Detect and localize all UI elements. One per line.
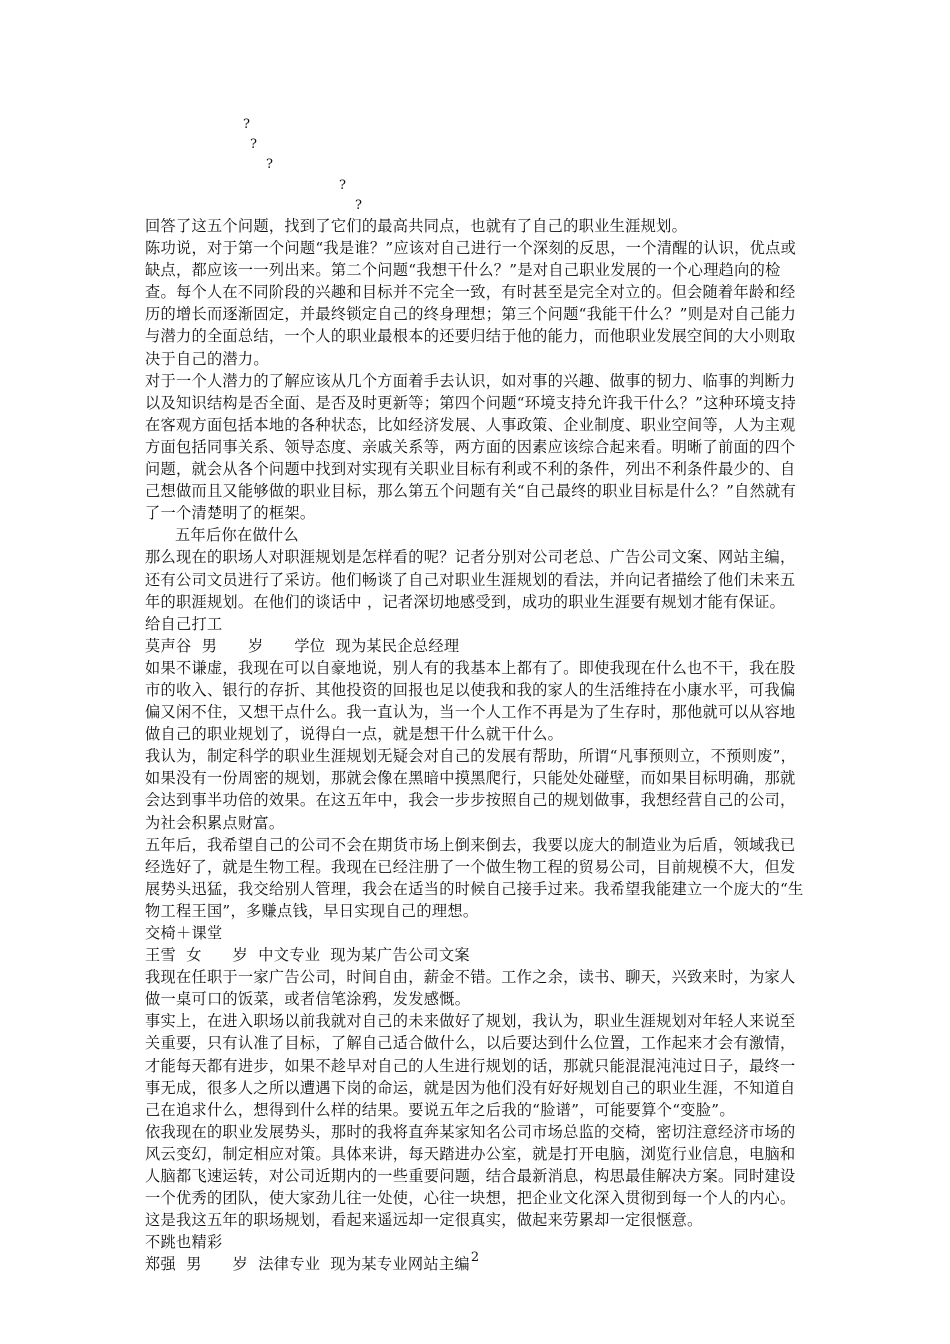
page-number: 2 <box>470 1250 480 1265</box>
article-body <box>145 215 807 1276</box>
paragraph: 对于一个人潜力的了解应该从几个方面着手去认识，如对事的兴趣、做事的韧力、临事的判断力以及知识结构是否全面、是否及时更新等；第四个问题“环境支持允许我干什么？”这种环境支持在客观方面包括本地的各种状态，比如经济发展、人事政策、企业制度、职业空间等，人为主观方面包括同事关系、领导态度、亲戚关系等，两方面的因素应该综合起来看。明晰了前面的四个问题，就会从各个问题中找到对实现有关职业目标有利或不利的条件，列出不利条件最少的、自己想做而且又能够做的职业目标，那么第五个问题有关“自己最终的职业目标是什么？”自然就有了一个清楚明了的框架。 <box>145 371 797 523</box>
section-heading: 不跳也精彩 <box>145 1233 223 1252</box>
paragraph: 回答了这五个问题，找到了它们的最高共同点，也就有了自己的职业生涯规划。 <box>145 217 688 235</box>
section-heading: 交椅＋课堂 <box>145 924 223 942</box>
question-mark-5: ? <box>355 198 362 213</box>
interviewee-info: 郑强 男 岁 法律专业 现为某专业网站主编 <box>145 1255 470 1274</box>
question-mark-1: ? <box>243 117 250 132</box>
paragraph: 陈功说，对于第一个问题“我是谁？”应该对自己进行一个深刻的反思，一个清醒的认识，优点或缺点，都应该一一列出来。第二个问题“我想干什么？”是对自己职业发展的一个心理趋向的检查。每个人在不同阶段的兴趣和目标并不完全一致，有时甚至是完全对立的。但会随着年龄和经历的增长而逐渐固定，并最终锁定自己的终身理想；第三个问题“我能干什么？”则是对自己能力与潜力的全面总结，一个人的职业最根本的还要归结于他的能力，而他职业发展空间的大小则取决于自己的潜力。 <box>145 239 797 368</box>
paragraph: 我认为，制定科学的职业生涯规划无疑会对自己的发展有帮助，所谓“凡事预则立，不预则废”， 如果没有一份周密的规划，那就会像在黑暗中摸黑爬行，只能处处碰壁，而如果目标明确，那就会达到事半功倍的效果。在这五年中，我会一步步按照自己的规划做事，我想经营自己的公司，为社会积累点财富。 <box>145 747 797 832</box>
question-mark-4: ? <box>339 178 346 193</box>
paragraph: 依我现在的职业发展势头，那时的我将直奔某家知名公司市场总监的交椅，密切注意经济市场的风云变幻，制定相应对策。具体来讲，每天踏进办公室，就是打开电脑，浏览行业信息，电脑和人脑都飞速运转，对公司近期内的一些重要问题，结合最新消息，构思最佳解决方案。同时建设一个优秀的团队，使大家劲儿往一处使，心往一块想，把企业文化深入贯彻到每一个人的内心。这是我这五年的职场规划，看起来遥远却一定很真实，做起来劳累却一定很惬意。 <box>145 1122 796 1230</box>
paragraph: 五年后，我希望自己的公司不会在期货市场上倒来倒去，我要以庞大的制造业为后盾，领域我已经选好了，就是生物工程。我现在已经注册了一个做生物工程的贸易公司，目前规模不大，但发展势头迅猛，我交给别人管理，我会在适当的时候自己接手过来。我希望我能建立一个庞大的“生物工程王国”，多赚点钱，早日实现自己的理想。 <box>145 835 804 920</box>
paragraph: 那么现在的职场人对职涯规划是怎样看的呢？记者分别对公司老总、广告公司文案、网站主编，还有公司文员进行了采访。他们畅谈了自己对职业生涯规划的看法，并向记者描绘了他们未来五年的职涯规划。在他们的谈话中 ，记者深切地感受到，成功的职业生涯要有规划才能有保证。 <box>145 548 796 611</box>
question-mark-3: ? <box>266 157 273 172</box>
section-heading: 五年后你在做什么 <box>175 526 299 545</box>
interviewee-info: 莫声谷 男 岁 学位 现为某民企总经理 <box>145 636 460 655</box>
interviewee-info: 王雪 女 岁 中文专业 现为某广告公司文案 <box>145 946 470 965</box>
paragraph: 事实上，在进入职场以前我就对自己的未来做好了规划，我认为，职业生涯规划对年轻人来说至关重要，只有认准了目标，了解自己适合做什么，以后要达到什么位置，工作起来才会有激情，才能每天都有进步，如果不趁早对自己的人生进行规划的话，那就只能混混沌沌过日子，最终一事无成，很多人之所以遭遇下岗的命运，就是因为他们没有好好规划自己的职业生涯，不知道自己在追求什么，想得到什么样的结果。要说五年之后我的“脸谱”，可能要算个“变脸”。 <box>145 1012 796 1119</box>
question-mark-2: ? <box>250 137 257 152</box>
section-heading: 给自己打工 <box>145 614 223 633</box>
paragraph: 如果不谦虚，我现在可以自豪地说，别人有的我基本上都有了。即使我现在什么也不干，我在股市的收入、银行的存折、其他投资的回报也足以使我和我的家人的生活维持在小康水平，可我偏偏又闲不住，又想干点什么。我一直认为，当一个人工作不再是为了生存时，那他就可以从容地做自己的职业规划了，说得白一点，就是想干什么就干什么。 <box>145 658 796 744</box>
paragraph: 我现在任职于一家广告公司，时间自由，薪金不错。工作之余，读书、聊天，兴致来时，为家人做一桌可口的饭菜，或者信笔涂鸦，发发感慨。 <box>145 968 796 1009</box>
